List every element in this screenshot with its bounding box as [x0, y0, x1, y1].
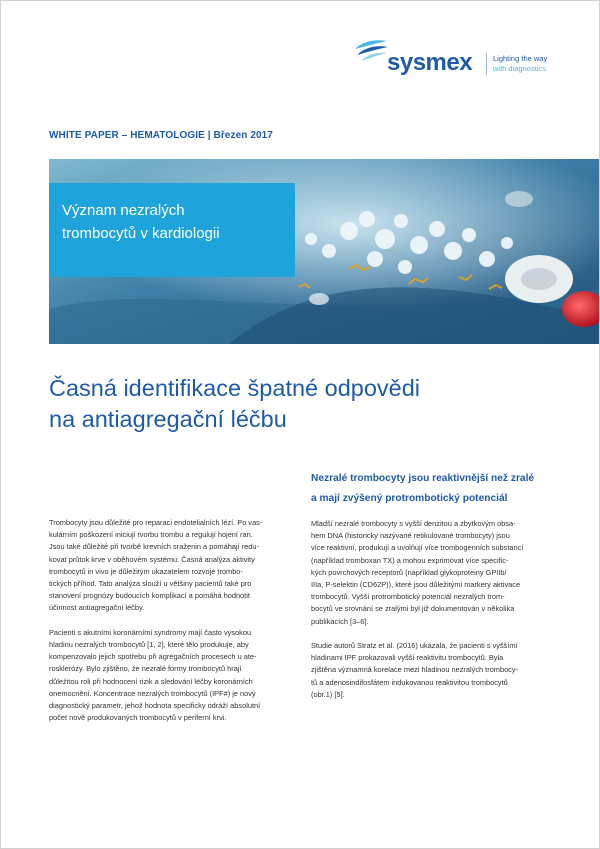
text-line: více reaktivní, produkují a uvolňují více trombogenních substancí — [311, 543, 524, 553]
page-title — [49, 373, 559, 435]
hero-image — [49, 159, 600, 344]
text-line: onemocnění. Koncentrace nezralých trombocytů (IPF#) je nový — [49, 688, 256, 698]
paragraph — [311, 518, 563, 628]
text-line: trombocytů. Vyšší protrombotický potenciál nezralých trom- — [311, 592, 505, 602]
paragraph — [311, 640, 563, 701]
section-heading-line: Nezralé trombocyty jsou reaktivnější než zralé — [311, 473, 535, 484]
paragraph — [49, 517, 297, 615]
left-column — [49, 517, 297, 737]
text-line: (například tromboxan TX) a mohou exprimovat více specific- — [311, 555, 509, 565]
text-line: hem DNA (historicky nazývané retikulované trombocyty) jsou — [311, 531, 510, 541]
section-heading-line: a mají zvýšený protrombotický potenciál — [311, 493, 508, 504]
text-line: tů a adenosindifosfátem indukovanou reaktivitou trombocytů — [311, 677, 508, 687]
text-line: kovat průtok krve v oběhovém systému. Časná analýza aktivity — [49, 554, 255, 564]
section-heading — [311, 469, 571, 509]
text-line: Pacienti s akutními koronárními syndromy mají často vysokou — [49, 627, 252, 637]
right-column — [311, 518, 563, 713]
text-line: kých povrchových receptorů (například glykoproteiny GPIIb/ — [311, 567, 507, 577]
text-line: hladinu nezralých trombocytů [1, 2], které tělo produkuje, aby — [49, 640, 249, 650]
text-line: tických příhod. Tato analýza slouží u většiny pacientů také pro — [49, 579, 252, 589]
text-line: bocytů ve srovnání se zralými byl již dokumentován v několika — [311, 604, 515, 614]
logo-tagline-line1: Lighting the way — [493, 54, 548, 63]
page-title-line: na antiagregační léčbu — [49, 406, 287, 432]
text-line: zjištěna významná korelace mezi hladinou nezralých trombocy- — [311, 665, 519, 675]
hero-title-line: Význam nezralých — [62, 202, 185, 219]
sysmex-logo — [353, 35, 583, 79]
page-title-line: Časná identifikace špatné odpovědi — [49, 375, 421, 401]
text-line: (obr.1) [5]. — [311, 689, 345, 699]
paragraph — [49, 627, 297, 725]
text-line: Mladší nezralé trombocyty s vyšší denzitou a zbytkovým obsa- — [311, 519, 516, 528]
text-line: kompenzovalo jejich spotřebu při agregačních procesech u ate- — [49, 652, 257, 662]
text-line: Studie autorů Stratz et al. (2016) ukázala, že pacienti s vyššími — [311, 641, 518, 651]
logo-swoosh-icon — [353, 35, 389, 63]
text-line: kulárním poškození iniciují tvorbu trombu a regulují hojení ran. — [49, 530, 253, 540]
text-line: účinnost antiagregační léčby. — [49, 603, 145, 613]
text-line: trombocytů in vivo je důležitým ukazatelem rozvoje trombo- — [49, 566, 243, 576]
text-line: publikacích [3–6]. — [311, 616, 369, 626]
text-line: IIIa, P-selektin (CD62P)), které jsou důležitými markery aktivace — [311, 580, 521, 590]
logo-divider — [486, 53, 487, 75]
text-line: diagnostický parametr, jehož hodnota specificky odráží absolutní — [49, 701, 261, 711]
text-line: počet nově produkovaných trombocytů v periferní krvi. — [49, 713, 227, 723]
document-category: WHITE PAPER – HEMATOLOGIE | Březen 2017 — [49, 130, 273, 141]
logo-tagline — [493, 54, 547, 74]
text-line: důležitou roli při hodnocení rizik a sledování léčby koronárních — [49, 676, 253, 686]
text-line: Trombocyty jsou důležité pro reparaci endotelialních lézí. Po vas- — [49, 518, 263, 527]
text-line: rosklerózy. Bylo zjištěno, že nezralé formy trombocytů hrají — [49, 664, 242, 674]
logo-wordmark: sysmex — [387, 49, 473, 76]
text-line: hladinami IPF prokazovali vyšší reaktivitu trombocytů. Byla — [311, 653, 504, 663]
logo-tagline-line2: with diagnostics — [493, 64, 546, 73]
hero-title-box — [49, 183, 295, 277]
hero-title-line: trombocytů v kardiologii — [62, 225, 220, 242]
text-line: Jsou také důležité při tvorbě krevních sraženin a pomáhají redu- — [49, 542, 259, 552]
hero-title — [62, 199, 281, 245]
text-line: stanovení prognózy budoucích komplikací a pomáhá hodnotit — [49, 591, 250, 601]
